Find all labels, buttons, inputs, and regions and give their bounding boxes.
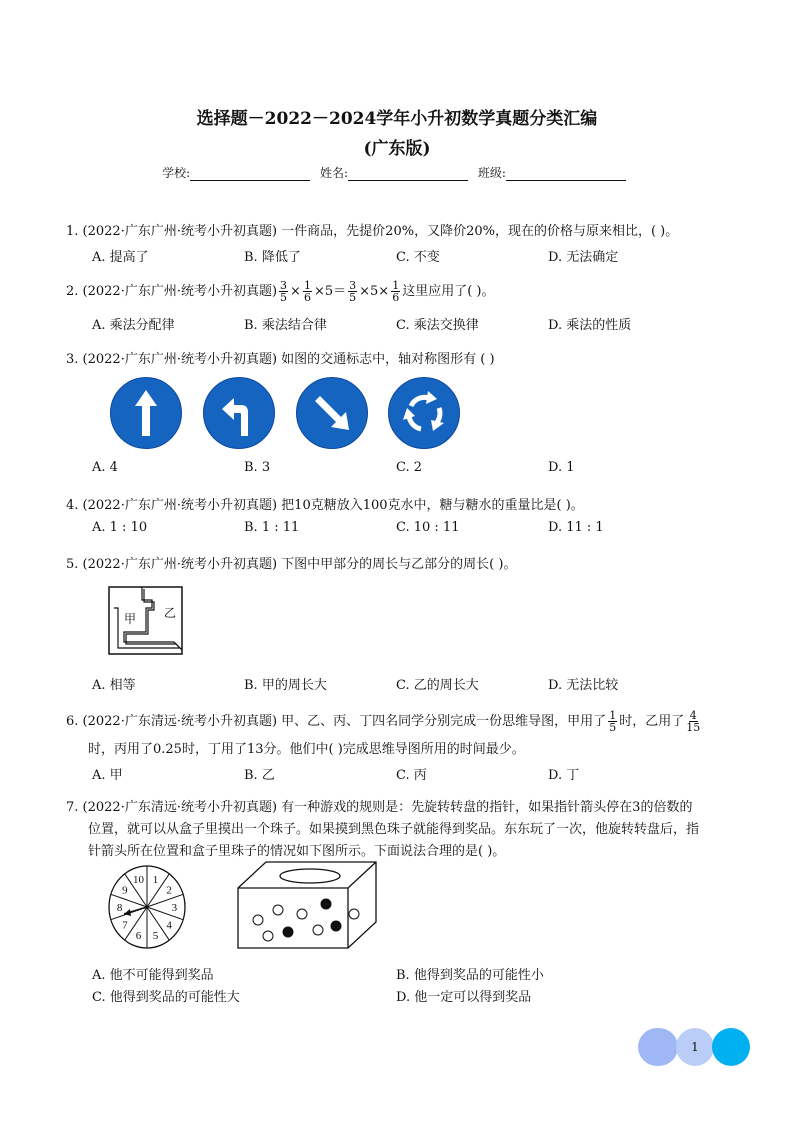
option-d[interactable]: D. 丁 — [548, 768, 580, 783]
document-subtitle: (广东版) — [363, 139, 431, 159]
arrow-up-icon — [110, 377, 182, 449]
page-number: 1 — [676, 1028, 714, 1066]
option-c[interactable]: C. 2 — [396, 460, 423, 475]
option-a[interactable]: A. 1 : 10 — [92, 520, 148, 535]
option-c[interactable]: C. 不变 — [396, 250, 440, 265]
option-b[interactable]: B. 3 — [244, 460, 271, 475]
math-expression: $\frac{3}{5}$ × $\frac{1}{6}$ ×5＝ $\frac{3}{5}$ ×5× $\frac{1}{6}$ — [280, 279, 400, 304]
question-5 — [66, 553, 516, 572]
question-text-b: 时，乙用了 — [619, 714, 685, 729]
option-b[interactable]: B. 甲的周长大 — [244, 678, 327, 693]
question-1 — [66, 220, 678, 239]
question-text-line1: (2022·广东清远·统考小升初真题) 有一种游戏的规则是：先旋转转盘的指针，如果指针箭头停在3的倍数的 — [82, 800, 693, 815]
class-blank[interactable] — [506, 168, 626, 181]
fraction-one-fifth: $\frac{1}{5}$ — [609, 709, 617, 734]
option-b[interactable]: B. 1 : 11 — [244, 520, 300, 535]
spinner-number: 8 — [116, 902, 123, 914]
option-d[interactable]: D. 1 — [548, 460, 575, 475]
question-text-line3: 针箭头所在位置和盒子里珠子的情况如下图所示。下面说法合理的是( )。 — [88, 844, 506, 859]
option-c[interactable]: C. 乙的周长大 — [396, 678, 479, 693]
option-d[interactable]: D. 11 : 1 — [548, 520, 604, 535]
question-number: 7. — [66, 800, 79, 815]
question-text: (2022·广东广州·统考小升初真题) 把10克糖放入100克水中，糖与糖水的重量比是( )。 — [82, 498, 584, 513]
perimeter-figure — [108, 586, 184, 656]
option-a[interactable]: A. 乘法分配律 — [92, 318, 175, 333]
spinner-number: 1 — [152, 873, 159, 886]
spinner-number: 3 — [171, 902, 178, 914]
school-label: 学校: — [162, 166, 191, 180]
option-b[interactable]: B. 降低了 — [244, 250, 301, 265]
question-6 — [66, 710, 702, 733]
label-yi: 乙 — [164, 606, 177, 620]
spinner-number: 4 — [166, 919, 172, 932]
option-d[interactable]: D. 乘法的性质 — [548, 318, 632, 333]
question-number: 3. — [66, 352, 79, 367]
school-blank[interactable] — [190, 168, 310, 181]
question-text-c: 时，丙用了0.25时，丁用了13分。他们中( )完成思维导图所用的时间最少。 — [88, 742, 525, 757]
option-b[interactable]: B. 他得到奖品的可能性小 — [396, 968, 544, 983]
question-7 — [66, 796, 692, 815]
question-number: 5. — [66, 557, 79, 572]
option-a[interactable]: A. 4 — [92, 460, 118, 475]
class-label: 班级: — [477, 166, 506, 180]
pager-right-pill — [712, 1028, 750, 1066]
spinner-number: 5 — [152, 930, 159, 943]
name-blank[interactable] — [348, 168, 468, 181]
spinner-number: 2 — [166, 884, 172, 897]
option-c[interactable]: C. 10 : 11 — [396, 520, 460, 535]
option-b[interactable]: B. 乙 — [244, 768, 275, 783]
fraction-four-fifteenths: $\frac{4}{15}$ — [686, 709, 701, 734]
question-text: (2022·广东广州·统考小升初真题) 如图的交通标志中，轴对称图形有 ( ) — [82, 352, 495, 367]
pager-left-pill — [638, 1028, 678, 1066]
question-number: 2. — [66, 284, 79, 299]
question-text: (2022·广东广州·统考小升初真题) 下图中甲部分的周长与乙部分的周长( )。 — [82, 557, 517, 572]
question-text: (2022·广东广州·统考小升初真题) 一件商品，先提价20%，又降价20%，现在的价格与原来相比，( )。 — [82, 224, 679, 239]
spinner-number: 10 — [133, 873, 145, 886]
question-2 — [66, 280, 494, 303]
question-number: 1. — [66, 224, 79, 239]
question-text-suffix: 这里应用了( )。 — [402, 284, 495, 299]
option-a[interactable]: A. 甲 — [92, 768, 123, 783]
option-a[interactable]: A. 提高了 — [92, 250, 149, 265]
option-a[interactable]: A. 相等 — [92, 678, 136, 693]
student-info-line — [0, 164, 794, 181]
question-3 — [66, 348, 495, 367]
option-d[interactable]: D. 他一定可以得到奖品 — [396, 990, 532, 1005]
question-text-line2: 位置，就可以从盒子里摸出一个珠子。如果摸到黑色珠子就能得到奖品。东东玩了一次，他旋转转盘后，指 — [88, 822, 700, 837]
option-c[interactable]: C. 乘法交换律 — [396, 318, 479, 333]
spinner-wheel — [106, 864, 188, 950]
option-d[interactable]: D. 无法比较 — [548, 678, 619, 693]
spinner-number: 9 — [122, 884, 128, 897]
document-title: 选择题－2022－2024学年小升初数学真题分类汇编 — [196, 109, 598, 129]
bead-box — [236, 860, 378, 950]
label-jia: 甲 — [124, 612, 137, 626]
spinner-number: 6 — [135, 930, 142, 943]
question-4 — [66, 494, 584, 513]
question-text-a: (2022·广东清远·统考小升初真题) 甲、乙、丙、丁四名同学分别完成一份思维导图，甲用了 — [82, 714, 607, 729]
option-b[interactable]: B. 乘法结合律 — [244, 318, 327, 333]
question-number: 6. — [66, 714, 79, 729]
option-c[interactable]: C. 丙 — [396, 768, 427, 783]
name-label: 姓名: — [319, 166, 349, 180]
roundabout-icon — [388, 377, 460, 449]
question-text-prefix: (2022·广东广州·统考小升初真题) — [82, 284, 278, 299]
arrow-down-right-icon — [296, 377, 368, 449]
option-c[interactable]: C. 他得到奖品的可能性大 — [92, 990, 240, 1005]
spinner-number: 7 — [122, 919, 128, 932]
option-d[interactable]: D. 无法确定 — [548, 250, 619, 265]
turn-left-icon — [203, 377, 275, 449]
option-a[interactable]: A. 他不可能得到奖品 — [92, 968, 214, 983]
question-number: 4. — [66, 498, 79, 513]
